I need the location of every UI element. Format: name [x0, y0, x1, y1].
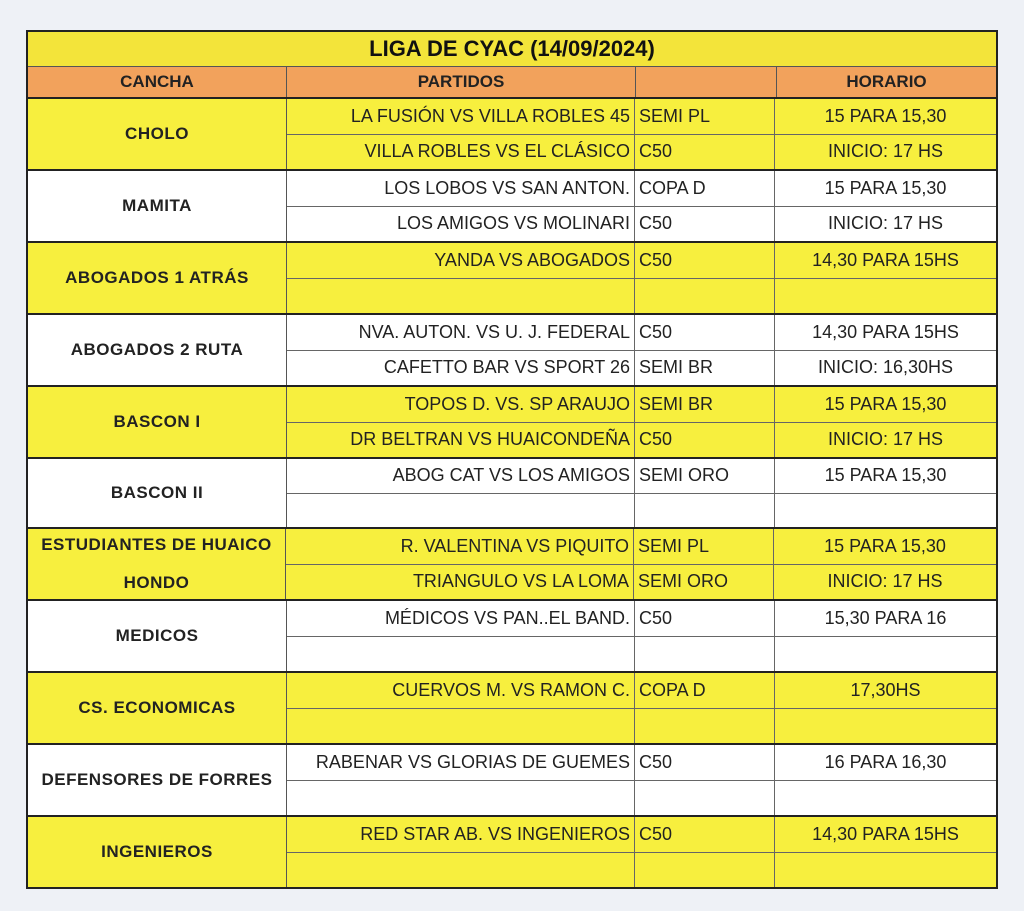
categoria: COPA D — [635, 673, 775, 708]
categoria: C50 — [635, 601, 775, 636]
horario — [775, 853, 996, 888]
partido: TRIANGULO VS LA LOMA — [286, 565, 634, 600]
categoria — [635, 494, 775, 528]
partido: RED STAR AB. VS INGENIEROS — [287, 817, 635, 852]
header-partidos: PARTIDOS — [287, 67, 636, 97]
table-row — [287, 171, 996, 207]
horario: INICIO: 17 HS — [827, 141, 944, 162]
horario: 14,30 PARA 15HS — [812, 249, 959, 270]
schedule-table — [26, 30, 998, 889]
categoria: SEMI ORO — [635, 459, 775, 493]
horario: 15 PARA 15,30 — [824, 535, 946, 556]
categoria: SEMI PL — [634, 529, 774, 564]
horario: INICIO: 16,30HS — [817, 357, 954, 378]
categoria — [635, 637, 775, 672]
table-row — [287, 745, 996, 781]
cancha-block — [28, 243, 996, 315]
table-row — [287, 207, 996, 242]
categoria — [635, 853, 775, 888]
categoria: C50 — [635, 243, 775, 278]
table-row — [287, 387, 996, 423]
cancha-block — [28, 99, 996, 171]
table-row — [287, 709, 996, 744]
categoria: C50 — [635, 135, 775, 170]
table-row — [287, 637, 996, 672]
horario: INICIO: 17 HS — [827, 213, 944, 234]
categoria — [635, 781, 775, 816]
partido — [287, 494, 635, 528]
table-row — [287, 853, 996, 888]
partido: MÉDICOS VS PAN..EL BAND. — [287, 601, 635, 636]
header-cancha: CANCHA — [28, 67, 287, 97]
partido: LA FUSIÓN VS VILLA ROBLES 45 — [287, 99, 635, 134]
categoria: C50 — [635, 315, 775, 350]
categoria: C50 — [635, 423, 775, 458]
partido — [287, 279, 635, 314]
categoria: SEMI ORO — [634, 565, 774, 600]
table-row — [287, 243, 996, 279]
table-row — [287, 135, 996, 170]
cancha-name-line-1: ESTUDIANTES DE HUAICO — [41, 535, 272, 554]
partido: CUERVOS M. VS RAMON C. — [287, 673, 635, 708]
categoria: SEMI PL — [635, 99, 775, 134]
horario: 15 PARA 15,30 — [824, 393, 947, 414]
table-row — [287, 601, 996, 637]
cancha-block — [28, 601, 996, 673]
partido: LOS LOBOS VS SAN ANTON. — [287, 171, 635, 206]
table-row — [287, 817, 996, 853]
table-row — [287, 279, 996, 314]
categoria: SEMI BR — [635, 351, 775, 386]
cancha-block — [28, 529, 996, 601]
horario: 14,30 PARA 15HS — [812, 823, 959, 844]
table-row — [286, 565, 996, 600]
horario: 16 PARA 16,30 — [824, 751, 947, 772]
categoria: COPA D — [635, 171, 775, 206]
partido — [287, 709, 635, 744]
partido: TOPOS D. VS. SP ARAUJO — [287, 387, 635, 422]
cancha-name: CHOLO — [28, 99, 287, 169]
categoria: SEMI BR — [635, 387, 775, 422]
horario: 15,30 PARA 16 — [824, 607, 947, 628]
horario: 17,30HS — [850, 679, 921, 700]
cancha-block — [28, 315, 996, 387]
table-row — [287, 673, 996, 709]
cancha-name: BASCON II — [28, 459, 287, 527]
table-row — [286, 529, 996, 565]
cancha-block — [28, 745, 996, 817]
cancha-name: MAMITA — [28, 171, 287, 241]
horario — [775, 279, 996, 314]
table-row — [287, 459, 996, 494]
table-row — [287, 351, 996, 386]
cancha-block — [28, 387, 996, 459]
horario — [775, 637, 996, 672]
partido — [287, 781, 635, 816]
horario: 14,30 PARA 15HS — [812, 321, 959, 342]
table-row — [287, 781, 996, 816]
table-row — [287, 99, 996, 135]
horario — [775, 781, 996, 816]
cancha-name: BASCON I — [28, 387, 287, 457]
cancha-name: DEFENSORES DE FORRES — [28, 745, 287, 815]
partido: R. VALENTINA VS PIQUITO — [286, 529, 634, 564]
categoria — [635, 279, 775, 314]
horario: 15 PARA 15,30 — [824, 177, 947, 198]
cancha-block — [28, 171, 996, 243]
horario — [775, 709, 996, 744]
table-row — [287, 315, 996, 351]
partido: DR BELTRAN VS HUAICONDEÑA — [287, 423, 635, 458]
header-horario: HORARIO — [846, 72, 927, 91]
partido: ABOG CAT VS LOS AMIGOS — [287, 459, 635, 493]
partido: RABENAR VS GLORIAS DE GUEMES — [287, 745, 635, 780]
partido: LOS AMIGOS VS MOLINARI — [287, 207, 635, 242]
partido: VILLA ROBLES VS EL CLÁSICO — [287, 135, 635, 170]
categoria: C50 — [635, 745, 775, 780]
header-row — [28, 67, 996, 99]
cancha-name — [28, 529, 286, 599]
partido: NVA. AUTON. VS U. J. FEDERAL — [287, 315, 635, 350]
horario: INICIO: 17 HS — [827, 429, 944, 450]
partido — [287, 637, 635, 672]
horario: 15 PARA 15,30 — [824, 105, 947, 126]
cancha-name: ABOGADOS 1 ATRÁS — [28, 243, 287, 313]
header-categoria — [636, 67, 777, 97]
horario: 15 PARA 15,30 — [824, 465, 947, 486]
categoria: C50 — [635, 817, 775, 852]
cancha-name: MEDICOS — [28, 601, 287, 671]
horario — [775, 494, 996, 528]
cancha-name: ABOGADOS 2 RUTA — [28, 315, 287, 385]
categoria: C50 — [635, 207, 775, 242]
cancha-block — [28, 459, 996, 529]
table-row — [287, 494, 996, 528]
cancha-block — [28, 817, 996, 887]
partido: CAFETTO BAR VS SPORT 26 — [287, 351, 635, 386]
partido — [287, 853, 635, 888]
cancha-name: CS. ECONOMICAS — [28, 673, 287, 743]
cancha-block — [28, 673, 996, 745]
table-title: LIGA DE CYAC (14/09/2024) — [28, 32, 996, 67]
cancha-name: INGENIEROS — [28, 817, 287, 887]
categoria — [635, 709, 775, 744]
table-row — [287, 423, 996, 458]
cancha-name-line-2: HONDO — [123, 573, 190, 592]
partido: YANDA VS ABOGADOS — [287, 243, 635, 278]
horario: INICIO: 17 HS — [827, 571, 943, 592]
